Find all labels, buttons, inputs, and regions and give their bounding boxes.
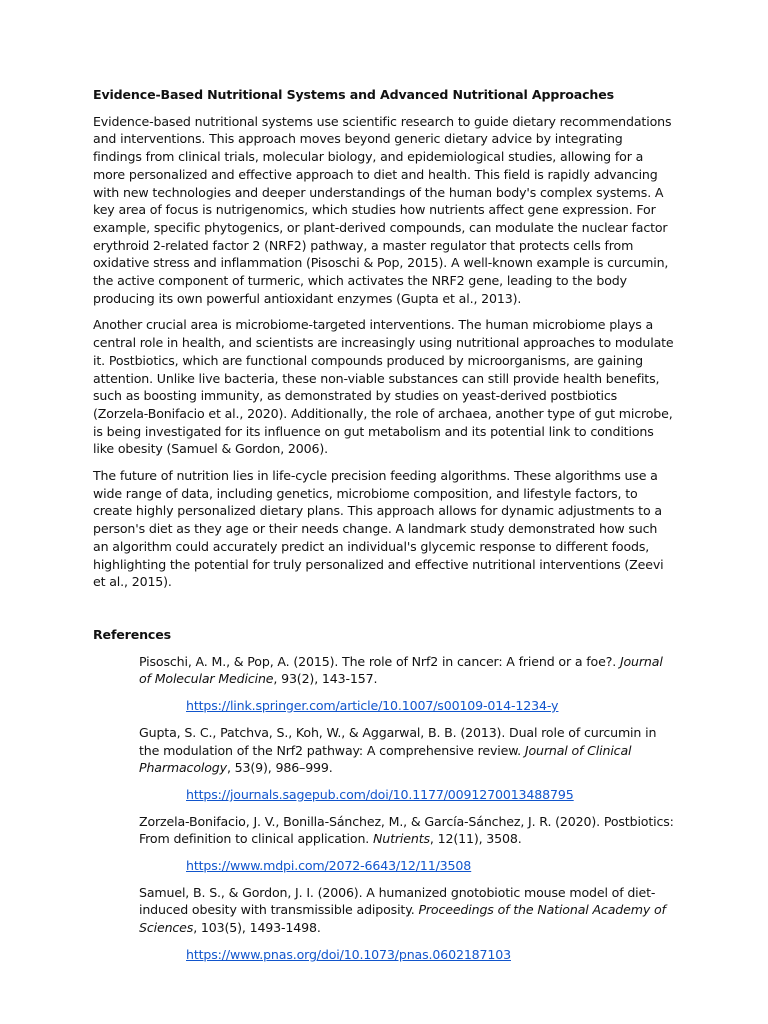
reference-item (139, 884, 675, 937)
reference-item (139, 653, 675, 688)
reference-item (139, 724, 675, 777)
reference-citation: Gupta, S. C., Patchva, S., Koh, W., & Aggarwal, B. B. (2013). Dual role of curcumin in the modulation of the Nrf2 pathway: A comprehensive review. (139, 724, 657, 758)
document-title: Evidence-Based Nutritional Systems and Advanced Nutritional Approaches (93, 87, 614, 102)
reference-journal: Journal of Molecular Medicine (139, 653, 663, 687)
reference-citation: Samuel, B. S., & Gordon, J. I. (2006). A humanized gnotobiotic mouse model of diet-induced obesity with transmissible adiposity. (139, 884, 656, 918)
reference-citation: Zorzela-Bonifacio, J. V., Bonilla-Sánchez, M., & García-Sánchez, J. R. (2020). Postbiotics: From definition to clinical application. (139, 813, 674, 847)
reference-journal: Proceedings of the National Academy of Sciences (139, 902, 666, 936)
reference-link[interactable]: https://link.springer.com/article/10.1007/s00109-014-1234-y (186, 698, 559, 714)
reference-volume-pages: , 93(2), 143-157. (273, 671, 378, 687)
reference-item (139, 813, 675, 848)
reference-volume-pages: , 53(9), 986–999. (226, 760, 333, 776)
references-heading: References (93, 626, 171, 642)
reference-volume-pages: , 12(11), 3508. (429, 831, 522, 847)
paragraph-nutrigenomics: Evidence-based nutritional systems use scientific research to guide dietary recommendations and interventions. This approach moves beyond generic dietary advice by integrating findings from clinical trials, molecular biology, and epidemiological studies, allowing for a more personalized and effective approach to diet and health. This field is rapidly advancing with new technologies and deeper understandings of the human body's complex systems. A key area of focus is nutrigenomics, which studies how nutrients affect gene expression. For example, specific phytogenics, or plant-derived compounds, can modulate the nuclear factor erythroid 2-related factor 2 (NRF2) pathway, a master regulator that protects cells from oxidative stress and inflammation (Pisoschi & Pop, 2015). A well-known example is curcumin, the active component of turmeric, which activates the NRF2 gene, leading to the body producing its own powerful antioxidant enzymes (Gupta et al., 2013). (93, 113, 672, 306)
reference-journal: Journal of Clinical Pharmacology (139, 742, 632, 776)
reference-citation: Pisoschi, A. M., & Pop, A. (2015). The role of Nrf2 in cancer: A friend or a foe?. (139, 653, 620, 669)
reference-link[interactable]: https://journals.sagepub.com/doi/10.1177/0091270013488795 (186, 786, 574, 802)
document-page (93, 86, 675, 973)
reference-volume-pages: , 103(5), 1493-1498. (193, 920, 321, 936)
reference-journal: Nutrients (373, 831, 430, 847)
reference-link[interactable]: https://www.pnas.org/doi/10.1073/pnas.0602187103 (186, 946, 511, 962)
paragraph-microbiome: Another crucial area is microbiome-targeted interventions. The human microbiome plays a central role in health, and scientists are increasingly using nutritional approaches to modulate it. Postbiotics, which are functional compounds produced by microorganisms, are gaining attention. Unlike live bacteria, these non-viable substances can still provide health benefits, such as boosting immunity, as demonstrated by studies on yeast-derived postbiotics (Zorzela-Bonifacio et al., 2020). Additionally, the role of archaea, another type of gut microbe, is being investigated for its influence on gut metabolism and its potential link to conditions like obesity (Samuel & Gordon, 2006). (93, 317, 674, 457)
paragraph-precision-feeding: The future of nutrition lies in life-cycle precision feeding algorithms. These algorithms use a wide range of data, including genetics, microbiome composition, and lifestyle factors, to create highly personalized dietary plans. This approach allows for dynamic adjustments to a person's diet as they age or their needs change. A landmark study demonstrated how such an algorithm could accurately predict an individual's glycemic response to different foods, highlighting the potential for truly personalized and effective nutritional interventions (Zeevi et al., 2015). (93, 468, 664, 590)
reference-link[interactable]: https://www.mdpi.com/2072-6643/12/11/3508 (186, 858, 472, 874)
reference-list (93, 653, 675, 964)
